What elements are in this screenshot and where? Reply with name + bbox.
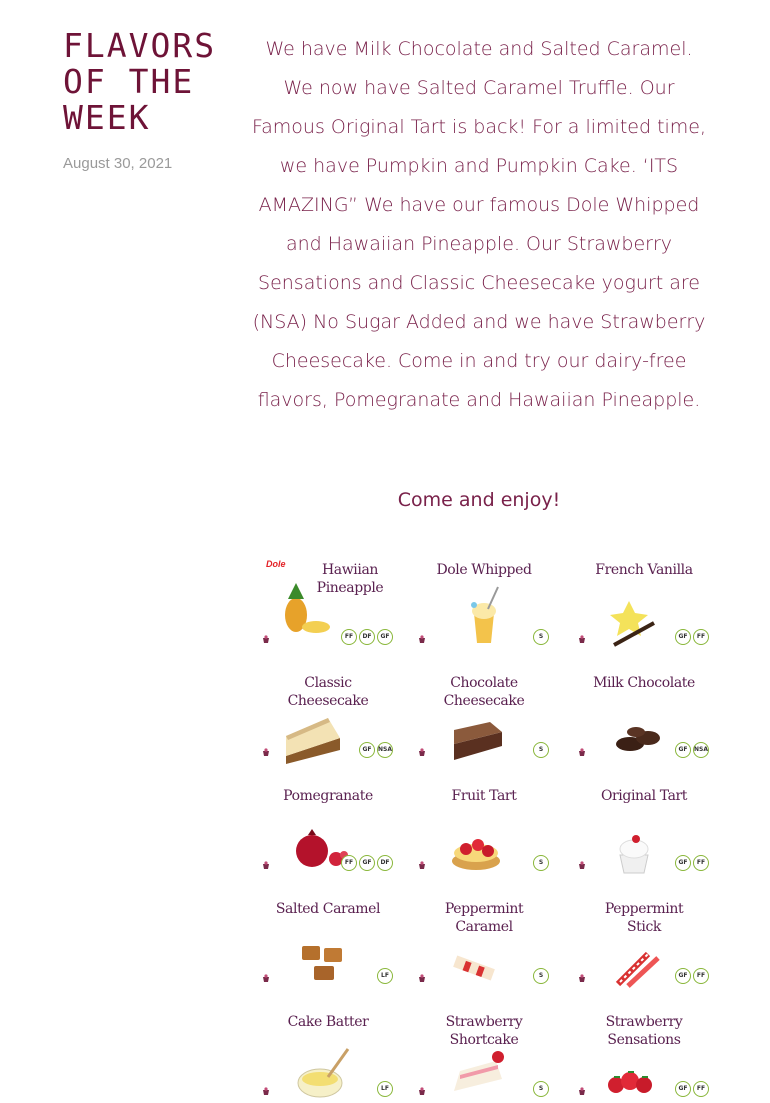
diet-badge: FF xyxy=(693,629,709,645)
flavor-tile xyxy=(258,666,398,764)
flavor-name: Strawberry Sensations xyxy=(605,1014,683,1048)
diet-badges xyxy=(675,629,709,645)
diet-badge: FF xyxy=(341,629,357,645)
yogurt-cup-logo-icon xyxy=(262,861,270,869)
diet-badge: GF xyxy=(675,968,691,984)
diet-badges xyxy=(359,742,393,758)
diet-badge: LF xyxy=(377,1081,393,1097)
diet-badge: S xyxy=(533,742,549,758)
post-closing: Come and enjoy! xyxy=(397,489,561,511)
diet-badge: FF xyxy=(693,968,709,984)
diet-badges xyxy=(533,855,549,871)
diet-badge: LF xyxy=(377,968,393,984)
diet-badge: GF xyxy=(675,1081,691,1097)
diet-badges xyxy=(675,968,709,984)
yogurt-cup-logo-icon xyxy=(418,861,426,869)
yogurt-cup-logo-icon xyxy=(262,974,270,982)
post-title: FLAVORS OF THE WEEK xyxy=(63,26,217,137)
flavor-tile xyxy=(414,666,554,764)
diet-badge: FF xyxy=(341,855,357,871)
yogurt-cup-logo-icon xyxy=(578,748,586,756)
flavor-tile xyxy=(574,779,714,877)
diet-badge: S xyxy=(533,629,549,645)
post-body: We have Milk Chocolate and Salted Caramel. We now have Salted Caramel Truffle. Our Famous Original Tart is back! For a limited time, we have Pumpkin and Pumpkin Cake. ‘ITS AMAZING” We have our famous Dole Whipped and Hawaiian Pineapple. Our Strawberry Sensations and Classic Cheesecake yogurt are (NSA) No Sugar Added and we have Strawberry Cheesecake. Come in and try our dairy-free flavors, Pomegranate and Hawaiian Pineapple. xyxy=(251,38,707,411)
yogurt-cup-logo-icon xyxy=(262,748,270,756)
dole-logo: Dole xyxy=(266,559,286,569)
diet-badge: GF xyxy=(359,742,375,758)
flavor-name: Original Tart xyxy=(600,788,688,804)
diet-badges xyxy=(377,1081,393,1097)
yogurt-cup-logo-icon xyxy=(578,1087,586,1095)
flavor-name: Dole Whipped xyxy=(436,562,532,578)
diet-badges xyxy=(341,629,393,645)
diet-badges xyxy=(675,855,709,871)
diet-badge: NSA xyxy=(377,742,393,758)
diet-badges xyxy=(533,629,549,645)
flavor-tile xyxy=(574,1005,714,1103)
diet-badges xyxy=(675,1081,709,1097)
yogurt-cup-logo-icon xyxy=(262,635,270,643)
yogurt-cup-logo-icon xyxy=(418,974,426,982)
diet-badge: NSA xyxy=(693,742,709,758)
post-date: August 30, 2021 xyxy=(63,155,173,172)
diet-badge: S xyxy=(533,1081,549,1097)
yogurt-cup-logo-icon xyxy=(262,1087,270,1095)
flavor-tile xyxy=(574,892,714,990)
flavor-tile xyxy=(258,779,398,877)
flavor-name: Salted Caramel xyxy=(275,901,381,917)
flavor-tile xyxy=(258,553,398,651)
yogurt-cup-logo-icon xyxy=(418,1087,426,1095)
diet-badge: FF xyxy=(693,1081,709,1097)
yogurt-cup-logo-icon xyxy=(418,748,426,756)
diet-badge: S xyxy=(533,968,549,984)
flavor-name: Peppermint Stick xyxy=(604,901,684,935)
diet-badge: DF xyxy=(377,855,393,871)
diet-badges xyxy=(533,742,549,758)
flavor-name: Chocolate Cheesecake xyxy=(443,675,525,709)
diet-badges xyxy=(377,968,393,984)
flavor-name: Peppermint Caramel xyxy=(444,901,524,935)
flavor-tile xyxy=(414,779,554,877)
flavor-name: Classic Cheesecake xyxy=(287,675,369,709)
yogurt-cup-logo-icon xyxy=(418,635,426,643)
flavor-tile xyxy=(414,1005,554,1103)
diet-badges xyxy=(341,855,393,871)
flavor-name: Pomegranate xyxy=(283,788,373,804)
diet-badges xyxy=(533,1081,549,1097)
flavor-name: Milk Chocolate xyxy=(593,675,695,691)
flavor-name: Fruit Tart xyxy=(451,788,517,804)
diet-badge: GF xyxy=(675,742,691,758)
diet-badge: GF xyxy=(675,855,691,871)
flavor-tile xyxy=(574,666,714,764)
diet-badges xyxy=(675,742,709,758)
diet-badge: GF xyxy=(377,629,393,645)
flavor-name: Hawiian Pineapple xyxy=(316,562,384,596)
flavor-tile xyxy=(414,892,554,990)
flavor-name: Cake Batter xyxy=(287,1014,369,1030)
flavor-tile xyxy=(414,553,554,651)
flavor-grid xyxy=(258,553,710,1098)
diet-badge: DF xyxy=(359,629,375,645)
yogurt-cup-logo-icon xyxy=(578,635,586,643)
yogurt-cup-logo-icon xyxy=(578,974,586,982)
diet-badge: S xyxy=(533,855,549,871)
diet-badge: FF xyxy=(693,855,709,871)
diet-badge: GF xyxy=(359,855,375,871)
flavor-tile xyxy=(574,553,714,651)
flavor-name: Strawberry Shortcake xyxy=(445,1014,523,1048)
diet-badges xyxy=(533,968,549,984)
flavor-tile xyxy=(258,1005,398,1103)
diet-badge: GF xyxy=(675,629,691,645)
flavor-tile xyxy=(258,892,398,990)
flavor-name: French Vanilla xyxy=(595,562,693,578)
yogurt-cup-logo-icon xyxy=(578,861,586,869)
